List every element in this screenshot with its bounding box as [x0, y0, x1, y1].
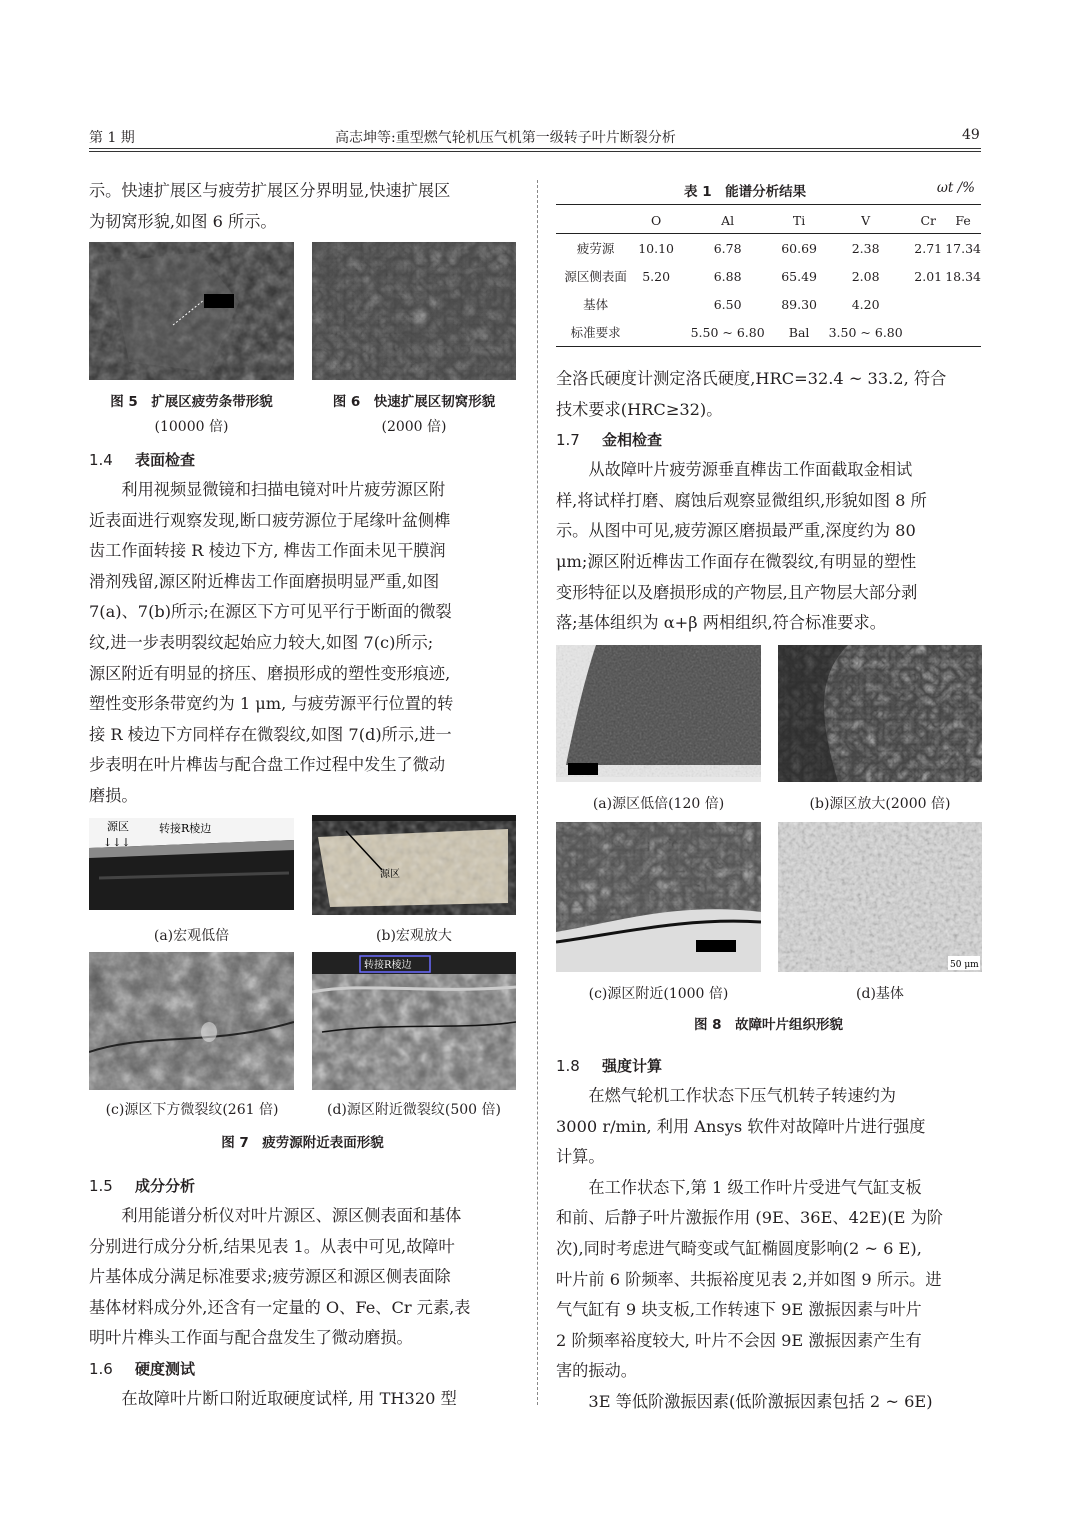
- text-line: 样,将试样打磨、腐蚀后观察显微组织,形貌如图 8 所: [556, 490, 927, 510]
- section-heading: 1.8 强度计算: [556, 1057, 663, 1075]
- table-cell: Cr: [920, 212, 936, 228]
- table-cell: 基体: [583, 297, 609, 312]
- figure8d-subcaption: (d)基体: [856, 986, 904, 1002]
- text-line: 叶片前 6 阶频率、共振裕度见表 2,并如图 9 所示。进: [556, 1269, 942, 1289]
- table-cell: 4.20: [851, 296, 880, 312]
- text-line: 在工作状态下,第 1 级工作叶片受进气气缸支板: [588, 1177, 922, 1197]
- table-cell: 2.38: [851, 240, 880, 256]
- table-cell: 疲劳源: [576, 241, 615, 256]
- text-line: 技术要求(HRC≥32)。: [556, 399, 723, 419]
- table-cell: 3.50 ~ 6.80: [828, 324, 903, 340]
- text-line: 和前、后静子叶片激振作用 (9E、36E、42E)(E 为阶: [556, 1208, 943, 1228]
- text-line: 从故障叶片疲劳源垂直榫齿工作面截取金相试: [588, 460, 913, 480]
- section-1-7: [556, 364, 981, 639]
- figure7d-subcaption: (d)源区附近微裂纹(500 倍): [327, 1102, 501, 1118]
- figure6-subcaption: (2000 倍): [381, 419, 447, 435]
- svg-text:↓↓↓: ↓↓↓: [103, 836, 131, 849]
- figure7-caption: 图 7 疲劳源附近表面形貌: [221, 1135, 384, 1151]
- table-cell: [945, 290, 981, 318]
- section-1-5: [89, 1171, 516, 1415]
- table1-title: 表 1 能谱分析结果: [684, 184, 807, 200]
- text-line: 害的振动。: [556, 1361, 637, 1381]
- table-row: [556, 290, 981, 318]
- section-1-8: [556, 1051, 981, 1418]
- text-line: 为韧窝形貌,如图 6 所示。: [89, 211, 277, 231]
- text-line: 次),同时考虑进气畸变或气缸椭圆度影响(2 ~ 6 E),: [556, 1238, 922, 1258]
- label-r-edge: 转接R棱边: [159, 822, 212, 835]
- table-cell: O: [650, 212, 662, 228]
- table-cell: 10.10: [638, 240, 675, 256]
- table-cell: 6.78: [713, 240, 742, 256]
- figure5-caption: 图 5 扩展区疲劳条带形貌: [110, 394, 273, 410]
- table-cell: 标准要求: [570, 325, 621, 340]
- text-line: 分别进行成分分析,结果见表 1。从表中可见,故障叶: [89, 1236, 455, 1256]
- table-cell: [556, 206, 635, 234]
- section-heading: 1.6 硬度测试: [89, 1359, 196, 1378]
- table-cell: 5.20: [642, 268, 671, 284]
- table-row: [556, 262, 981, 290]
- table-cell: 2.71: [914, 240, 943, 256]
- text-line: 3000 r/min, 利用 Ansys 软件对故障叶片进行强度: [556, 1116, 926, 1136]
- column-separator: [537, 180, 538, 1405]
- running-title: 高志坤等:重型燃气轮机压气机第一级转子叶片断裂分析: [335, 130, 676, 146]
- text-line: 3E 等低阶激振因素(低阶激振因素包括 2 ~ 6E): [588, 1391, 933, 1411]
- figure7b-image: [312, 815, 516, 915]
- section-heading: 1.5 成分分析: [89, 1177, 196, 1195]
- table-cell: 源区侧表面: [564, 269, 627, 284]
- table-cell: 5.50 ~ 6.80: [690, 324, 765, 340]
- section-heading: 1.7 金相检查: [556, 431, 663, 450]
- text-line: μm;源区附近榫齿工作面存在微裂纹,有明显的塑性: [556, 551, 917, 571]
- text-line: 纹,进一步表明裂纹起始应力较大,如图 7(c)所示;: [89, 632, 434, 652]
- label-source-area-b: 源区: [380, 869, 400, 880]
- table-cell: [635, 290, 677, 318]
- text-line: 示。快速扩展区与疲劳扩展区分界明显,快速扩展区: [89, 181, 451, 200]
- figure8a-image: [556, 645, 761, 782]
- table-cell: Bal: [788, 324, 810, 340]
- text-line: 示。从图中可见,疲劳源区磨损最严重,深度约为 80: [556, 521, 916, 541]
- table-cell: [945, 318, 981, 346]
- table-header-row: [556, 206, 981, 234]
- table-cell: 60.69: [781, 240, 817, 256]
- scale-bar-label: 50 μm: [950, 960, 979, 970]
- table-cell: 6.50: [713, 296, 742, 312]
- figure8-caption: 图 8 故障叶片组织形貌: [693, 1017, 844, 1033]
- text-line: 基体材料成分外,还含有一定量的 O、Fe、Cr 元素,表: [89, 1297, 471, 1317]
- text-line: 全洛氏硬度计测定洛氏硬度,HRC=32.4 ~ 33.2, 符合: [556, 369, 947, 388]
- figure8b-subcaption: (b)源区放大(2000 倍): [809, 796, 951, 812]
- figure7d-image: [312, 952, 516, 1090]
- label-source-area: 源区: [107, 820, 129, 833]
- figure8c-subcaption: (c)源区附近(1000 倍): [588, 986, 729, 1002]
- text-line: 明叶片榫头工作面与配合盘发生了微动磨损。: [89, 1328, 413, 1348]
- text-line: 滑剂残留,源区附近榫齿工作面磨损明显严重,如图: [89, 571, 440, 591]
- page-number: 49: [962, 127, 980, 143]
- table-bottom-rule: [556, 346, 981, 347]
- section-heading: 1.4 表面检查: [89, 451, 196, 469]
- figure8c-image: [556, 822, 761, 972]
- table-cell: [635, 318, 677, 346]
- table-cell: [911, 318, 945, 346]
- text-line: 在燃气轮机工作状态下压气机转子转速约为: [588, 1086, 896, 1105]
- figure7c-subcaption: (c)源区下方微裂纹(261 倍): [105, 1102, 279, 1118]
- table-cell: Al: [721, 212, 735, 228]
- figure5-image: [89, 242, 294, 380]
- table-cell: Ti: [792, 212, 806, 228]
- text-line: 落;基体组织为 α+β 两相组织,符合标准要求。: [556, 613, 886, 633]
- text-line: 片基体成分满足标准要求;疲劳源区和源区侧表面除: [89, 1267, 451, 1287]
- header-rule: [89, 148, 981, 149]
- label-r-edge-d: 转接R棱边: [364, 960, 412, 971]
- table-row: [556, 318, 981, 346]
- figure6-caption: 图 6 快速扩展区韧窝形貌: [332, 394, 496, 410]
- figure7a-image: [89, 818, 294, 910]
- table-cell: 65.49: [781, 268, 817, 284]
- figure8a-subcaption: (a)源区低倍(120 倍): [592, 796, 725, 812]
- figure7c-image: [89, 952, 294, 1090]
- text-line: 利用能谱分析仪对叶片源区、源区侧表面和基体: [121, 1206, 462, 1225]
- text-line: 计算。: [556, 1147, 605, 1167]
- figure6-image: [312, 242, 516, 380]
- table-cell: 17.34: [945, 240, 981, 256]
- table-top-rule: [556, 204, 981, 205]
- text-line: 步表明在叶片榫齿与配合盘工作过程中发生了微动: [89, 755, 446, 775]
- text-line: 塑性变形条带宽约为 1 μm, 与疲劳源平行位置的转: [89, 694, 454, 714]
- issue-number: 第 1 期: [89, 130, 135, 146]
- text-line: 接 R 棱边下方同样存在微裂纹,如图 7(d)所示,进一: [89, 724, 452, 744]
- text-line: 近表面进行观察发现,断口疲劳源位于尾缘叶盆侧榫: [89, 510, 451, 530]
- figure8b-image: [778, 645, 982, 782]
- figure5-subcaption: (10000 倍): [154, 419, 229, 435]
- figure8d-image: [778, 822, 982, 972]
- table-row: [556, 234, 981, 262]
- table-cell: Fe: [955, 212, 971, 228]
- section-1-4: [89, 445, 516, 812]
- text-line: 变形特征以及磨损形成的产物层,且产物层大部分剥: [556, 582, 918, 602]
- figure7a-subcaption: (a)宏观低倍: [153, 928, 230, 944]
- text-line: 在故障叶片断口附近取硬度试样, 用 TH320 型: [121, 1388, 457, 1408]
- text-line: 7(a)、7(b)所示;在源区下方可见平行于断面的微裂: [89, 602, 452, 622]
- table-cell: 6.88: [713, 268, 742, 284]
- header-rule-2: [89, 151, 981, 152]
- table-cell: 18.34: [945, 268, 981, 284]
- table-cell: V: [861, 212, 871, 228]
- table1-title-row: [556, 180, 981, 202]
- table1-unit: ωt /%: [936, 180, 975, 196]
- text-line: 磨损。: [89, 785, 138, 805]
- table-cell: 89.30: [781, 296, 817, 312]
- table-cell: 2.08: [851, 268, 880, 284]
- left-intro: [89, 176, 516, 237]
- table-cell: 2.01: [914, 268, 943, 284]
- figure7b-subcaption: (b)宏观放大: [376, 928, 452, 944]
- table-cell: [911, 290, 945, 318]
- text-line: 2 阶频率裕度较大, 叶片不会因 9E 激振因素产生有: [556, 1330, 922, 1350]
- text-line: 利用视频显微镜和扫描电镜对叶片疲劳源区附: [121, 480, 446, 499]
- text-line: 齿工作面转接 R 棱边下方, 榫齿工作面未见干膜润: [89, 541, 446, 561]
- table1: [556, 206, 981, 346]
- text-line: 源区附近有明显的挤压、磨损形成的塑性变形痕迹,: [89, 663, 451, 683]
- text-line: 气气缸有 9 块支板,工作转速下 9E 激振因素与叶片: [556, 1300, 922, 1320]
